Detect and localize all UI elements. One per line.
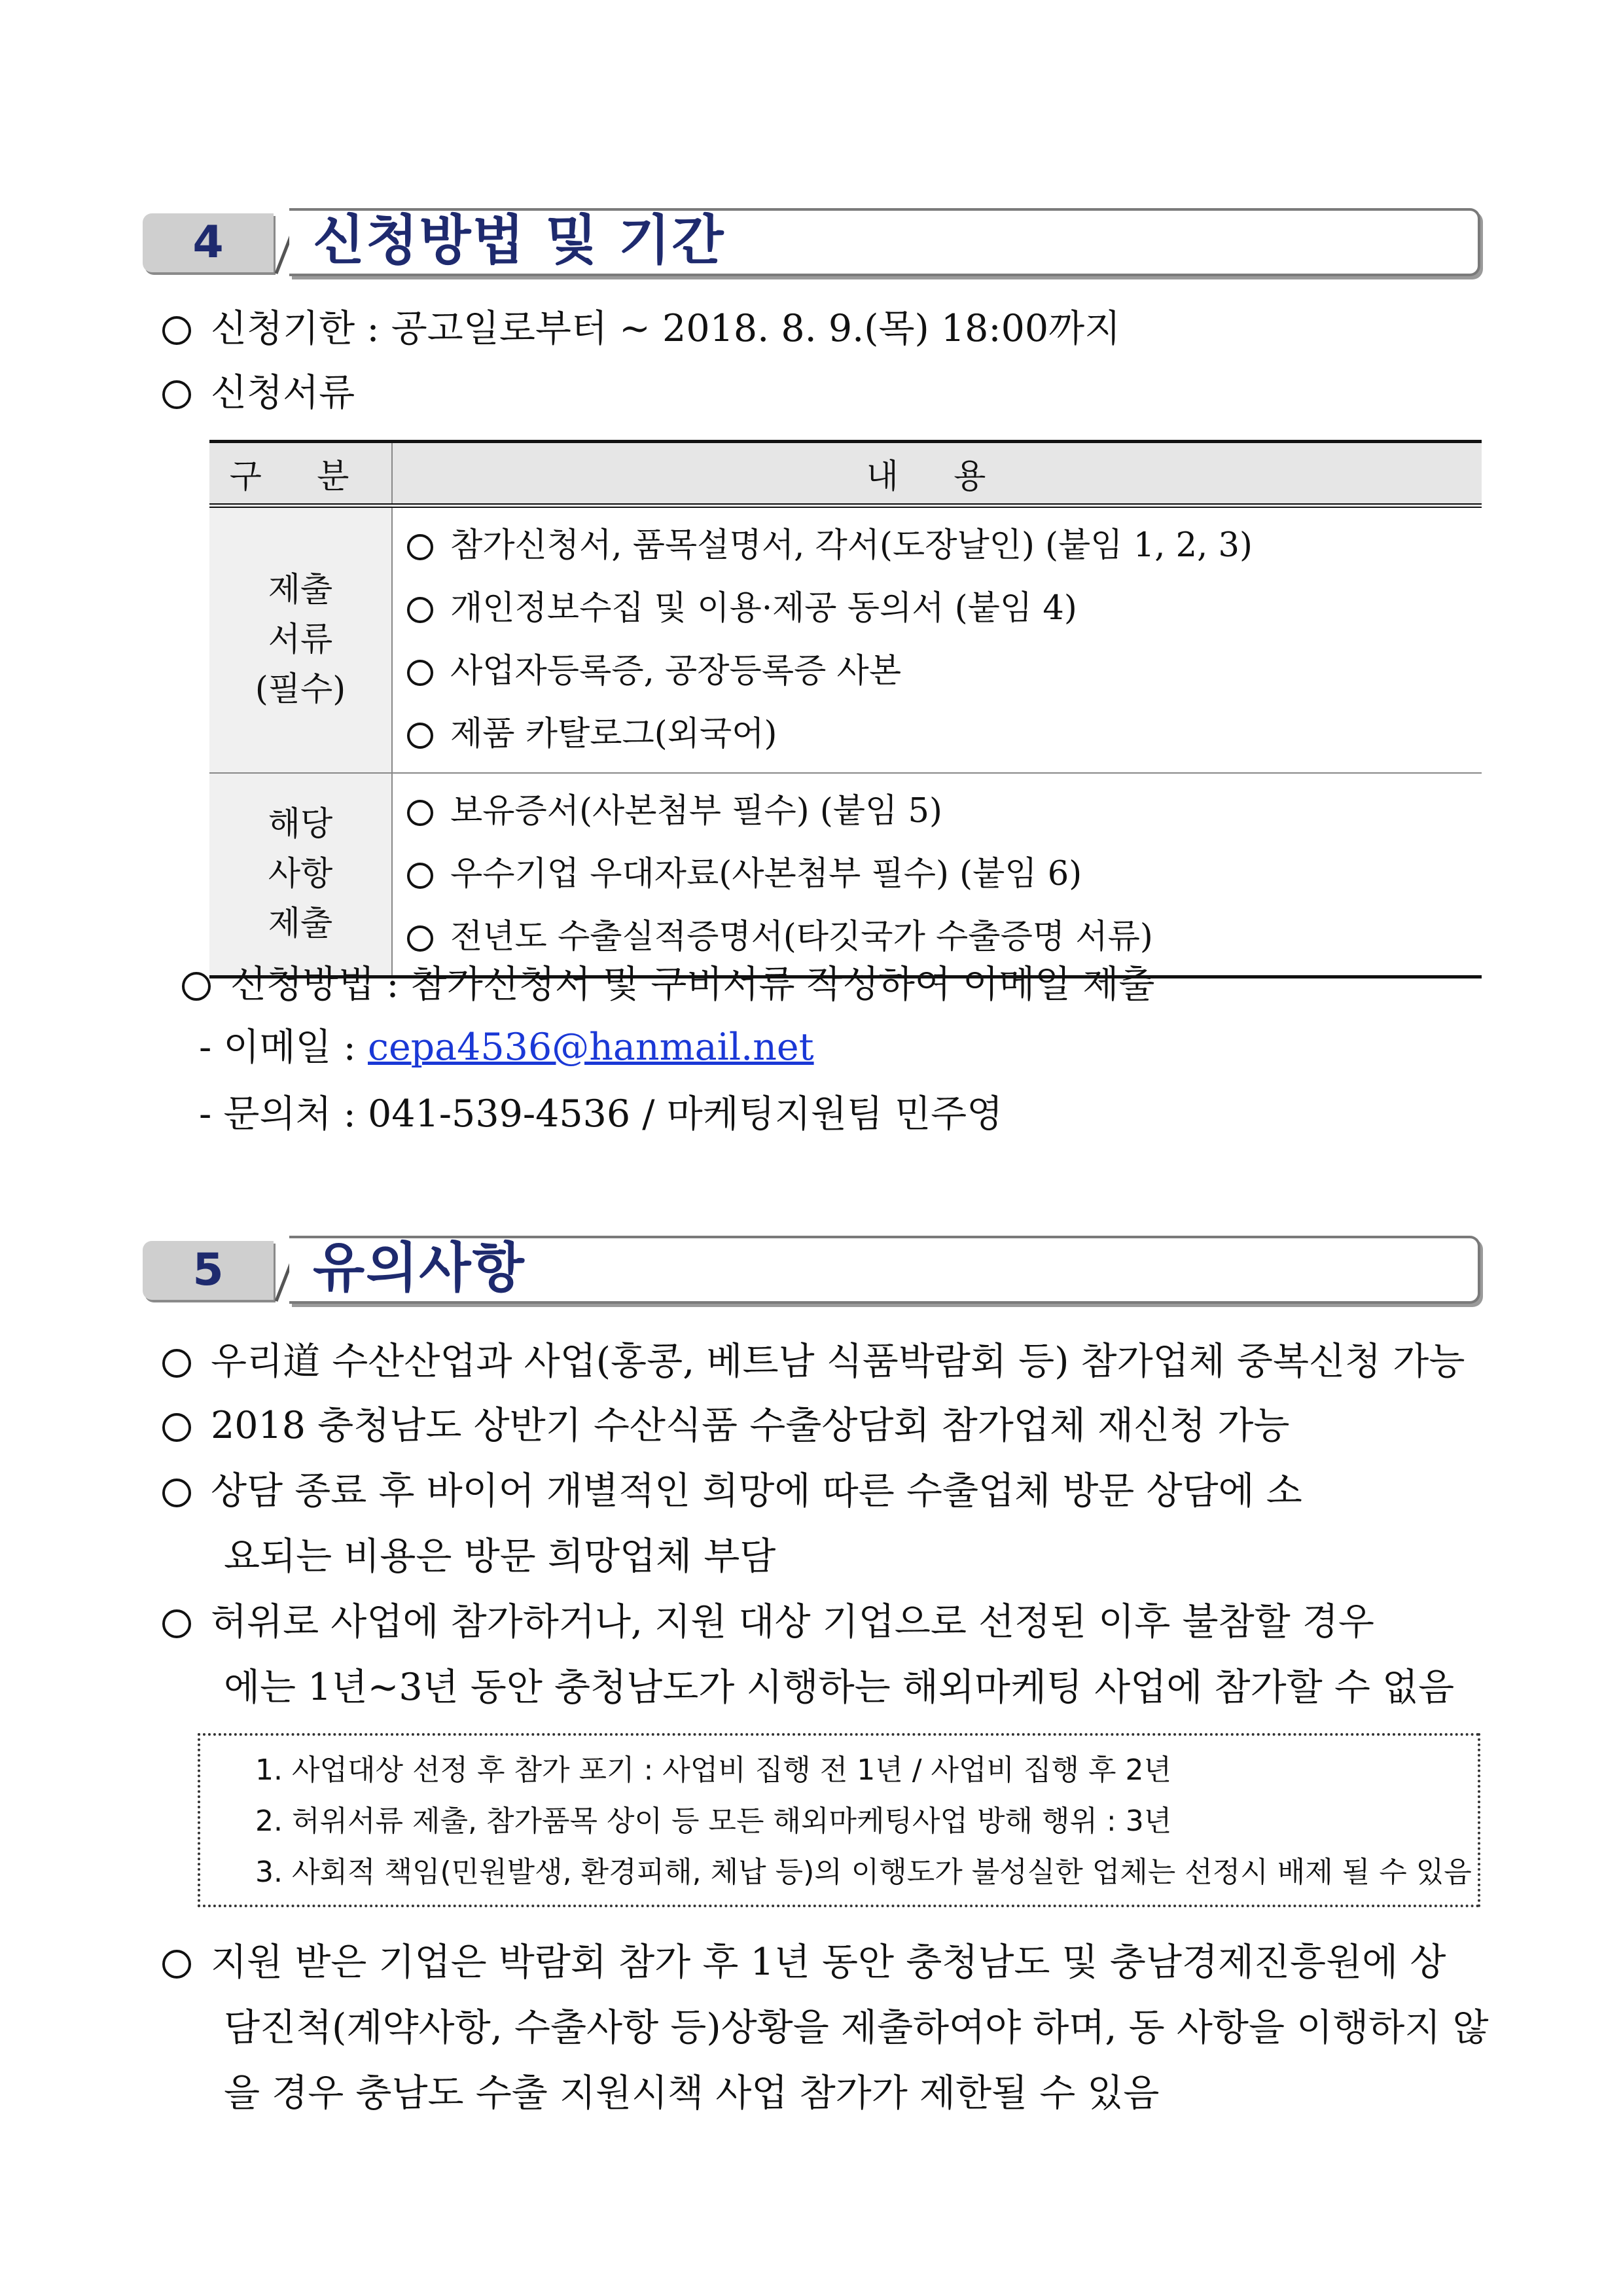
notice-text: 2018 충청남도 상반기 수산식품 수출상담회 참가업체 재신청 가능 <box>211 1404 1290 1447</box>
note-item: 1. 사업대상 선정 후 참가 포기 : 사업비 집행 전 1년 / 사업비 집행 후 2년 <box>255 1753 1172 1787</box>
circle-bullet-icon <box>162 316 191 345</box>
circle-bullet-icon <box>162 1479 191 1507</box>
section-number-box <box>143 1241 274 1300</box>
item-text: 보유증서(사본첨부 필수) (붙임 5) <box>450 792 942 831</box>
list-item <box>407 780 1482 843</box>
list-item <box>407 514 1482 577</box>
note-item: 2. 허위서류 제출, 참가품목 상이 등 모든 해외마케팅사업 방해 행위 : 3년 <box>255 1804 1172 1838</box>
category-text: 서류 <box>268 620 333 659</box>
section-number: 5 <box>192 1244 224 1296</box>
email-line <box>199 1021 814 1073</box>
notice-item <box>162 1329 1484 1394</box>
category-text: 해당 <box>268 805 333 844</box>
notice-item <box>162 1458 1484 1589</box>
table-header-content: 내 용 <box>392 442 1482 506</box>
deadline-line <box>162 302 1120 355</box>
docs-heading: 신청서류 <box>211 371 355 414</box>
table-row <box>209 773 1482 977</box>
notice-text: 허위로 사업에 참가하거나, 지원 대상 기업으로 선정된 이후 불참할 경우 <box>211 1600 1374 1643</box>
section-4-header <box>143 208 1482 276</box>
circle-bullet-icon <box>407 800 433 826</box>
circle-bullet-icon <box>162 380 191 409</box>
email-label: - 이메일 : <box>199 1026 368 1069</box>
list-item <box>407 703 1482 766</box>
items-cell <box>392 506 1482 774</box>
list-item <box>407 843 1482 906</box>
circle-bullet-icon <box>407 534 433 560</box>
category-text: 사항 <box>268 855 333 893</box>
category-text: (필수) <box>255 670 346 709</box>
item-text: 우수기업 우대자료(사본첨부 필수) (붙임 6) <box>450 855 1082 893</box>
notice-text-continued: 담진척(계약사항, 수출사항 등)상황을 제출하여야 하며, 동 사항을 이행하지 않 <box>224 2006 1489 2049</box>
table-header-row <box>209 442 1482 506</box>
circle-bullet-icon <box>407 863 433 889</box>
notice-text: 상담 종료 후 바이어 개별적인 희망에 따른 수출업체 방문 상담에 소 <box>211 1469 1302 1513</box>
notice-text-continued: 에는 1년~3년 동안 충청남도가 시행하는 해외마케팅 사업에 참가할 수 없음 <box>224 1666 1455 1709</box>
notice-text-continued: 을 경우 충남도 수출 지원시책 사업 참가가 제한될 수 있음 <box>224 2072 1160 2115</box>
circle-bullet-icon <box>162 1349 191 1378</box>
circle-bullet-icon <box>407 660 433 686</box>
items-cell <box>392 773 1482 977</box>
item-text: 참가신청서, 품목설명서, 각서(도장날인) (붙임 1, 2, 3) <box>450 526 1253 565</box>
method-line <box>182 958 1154 1011</box>
category-cell <box>209 773 392 977</box>
contact-line <box>199 1088 1003 1140</box>
notice-text: 우리道 수산산업과 사업(홍콩, 베트남 식품박람회 등) 참가업체 중복신청 가능 <box>211 1340 1465 1383</box>
circle-bullet-icon <box>162 1950 191 1979</box>
section-number-box <box>143 213 274 272</box>
docs-heading-line <box>162 367 355 419</box>
notice-item <box>162 1929 1489 2126</box>
item-text: 제품 카탈로그(외국어) <box>450 715 777 753</box>
circle-bullet-icon <box>407 723 433 749</box>
section-title: 유의사항 <box>313 1237 526 1299</box>
circle-bullet-icon <box>407 925 433 952</box>
table-row <box>209 506 1482 774</box>
penalty-notes-box <box>198 1733 1480 1907</box>
notice-item <box>162 1393 1484 1458</box>
section-number: 4 <box>192 217 224 268</box>
category-text: 제출 <box>268 571 333 609</box>
list-item <box>407 577 1482 640</box>
table-header-category: 구 분 <box>209 442 392 506</box>
deadline-text: 신청기한 : 공고일로부터 ~ 2018. 8. 9.(목) 18:00까지 <box>211 307 1121 350</box>
section-title: 신청방법 및 기간 <box>313 209 725 272</box>
circle-bullet-icon <box>182 972 211 1001</box>
contact-text: - 문의처 : 041-539-4536 / 마케팅지원팀 민주영 <box>199 1092 1003 1136</box>
category-text: 제출 <box>268 905 333 943</box>
circle-bullet-icon <box>162 1609 191 1638</box>
item-text: 개인정보수집 및 이용·제공 동의서 (붙임 4) <box>450 589 1077 628</box>
item-text: 사업자등록증, 공장등록증 사본 <box>450 652 902 691</box>
circle-bullet-icon <box>162 1413 191 1442</box>
notice-item <box>162 1589 1484 1720</box>
item-text: 전년도 수출실적증명서(타깃국가 수출증명 서류) <box>450 918 1153 956</box>
circle-bullet-icon <box>407 597 433 623</box>
notice-text-continued: 요되는 비용은 방문 희망업체 부담 <box>224 1535 776 1578</box>
category-cell <box>209 506 392 774</box>
note-item: 3. 사회적 책임(민원발생, 환경피해, 체납 등)의 이행도가 불성실한 업체는 선정시 배제 될 수 있음 <box>255 1856 1472 1889</box>
email-link[interactable]: cepa4536@hanmail.net <box>368 1026 814 1069</box>
section-5-header <box>143 1236 1482 1304</box>
list-item <box>407 640 1482 703</box>
notice-text: 지원 받은 기업은 박람회 참가 후 1년 동안 충청남도 및 충남경제진흥원에 상 <box>211 1941 1446 1984</box>
required-documents-table <box>209 440 1482 978</box>
method-text: 신청방법 : 참가신청서 및 구비서류 작성하여 이메일 제출 <box>230 963 1155 1006</box>
